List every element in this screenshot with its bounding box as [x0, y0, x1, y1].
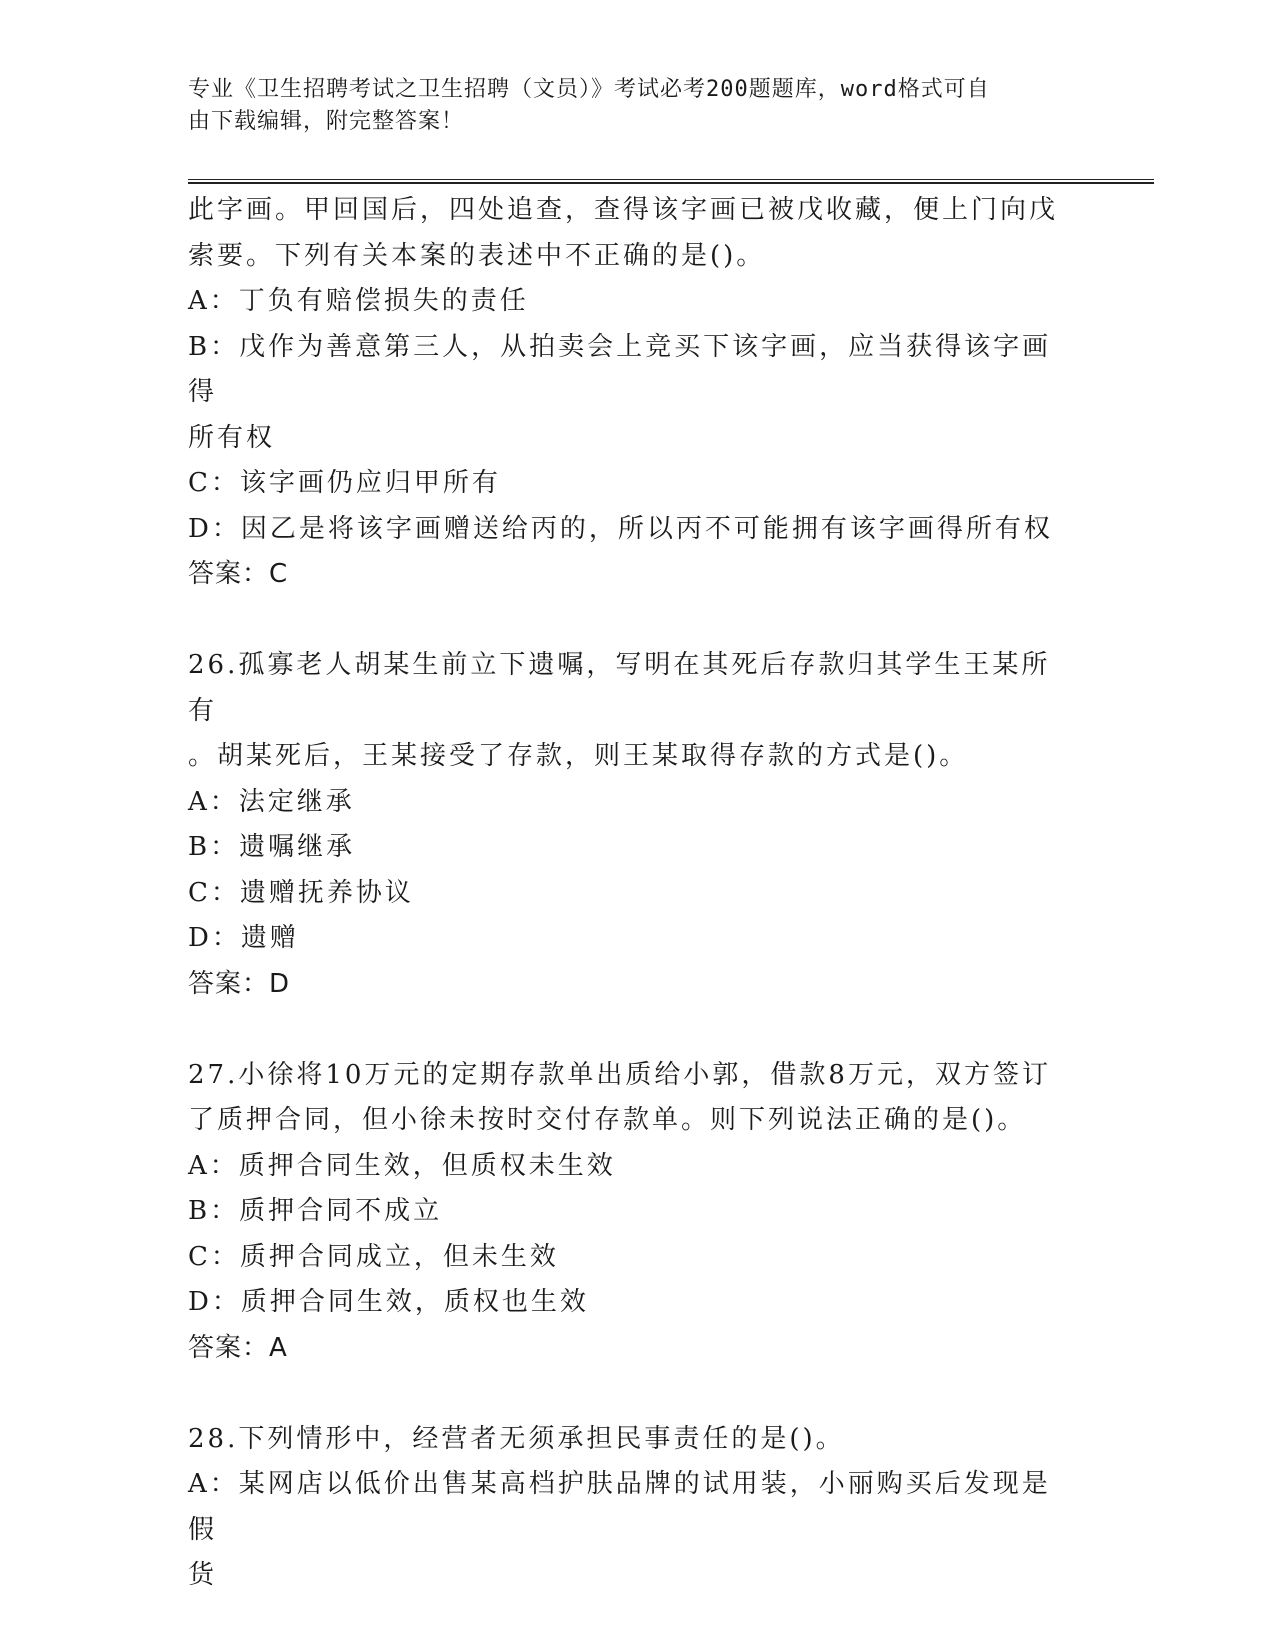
question-stem-line: 28.下列情形中，经营者无须承担民事责任的是()。 — [188, 1423, 845, 1454]
question-stem-line: 26.孤寡老人胡某生前立下遗嘱，写明在其死后存款归其学生王某所有 — [188, 650, 1051, 726]
question-stem-line: 。胡某死后，王某接受了存款，则王某取得存款的方式是()。 — [188, 741, 969, 771]
option-a: A：丁负有赔偿损失的责任 — [188, 286, 529, 316]
question-stem-line: 27.小徐将10万元的定期存款单出质给小郭，借款8万元，双方签订 — [188, 1059, 1051, 1090]
option-a: A：某网店以低价出售某高档护肤品牌的试用装，小丽购买后发现是假 — [188, 1469, 1051, 1545]
header-divider-thin — [188, 179, 1154, 180]
question-stem-line: 了质押合同，但小徐未按时交付存款单。则下列说法正确的是()。 — [188, 1105, 1027, 1135]
option-d: D：遗赠 — [188, 923, 299, 953]
option-c: C：质押合同成立，但未生效 — [188, 1241, 559, 1272]
spacer — [188, 1007, 1068, 1053]
option-d: D：因乙是将该字画赠送给丙的，所以丙不可能拥有该字画得所有权 — [188, 513, 1053, 544]
answer-line: 答案：D — [188, 968, 291, 999]
question-27 — [188, 1053, 1068, 1372]
option-a: A：法定继承 — [188, 786, 355, 817]
header-line-2: 由下载编辑，附完整答案！ — [188, 109, 465, 134]
answer-line: 答案：A — [188, 1332, 288, 1363]
spacer — [188, 598, 1068, 644]
question-stem-line: 索要。下列有关本案的表述中不正确的是()。 — [188, 240, 766, 271]
question-26 — [188, 643, 1068, 1007]
option-d: D：质押合同生效，质权也生效 — [188, 1287, 589, 1317]
answer-line: 答案：C — [188, 559, 289, 589]
option-a: A：质押合同生效，但质权未生效 — [188, 1150, 616, 1181]
option-b: B：遗嘱继承 — [188, 832, 356, 862]
header-line-1: 专业《卫生招聘考试之卫生招聘（文员）》考试必考200题题库，word格式可自 — [188, 77, 990, 102]
spacer — [188, 1371, 1068, 1417]
option-c: C：遗赠抚养协议 — [188, 877, 414, 908]
question-content — [188, 188, 1068, 1599]
option-b: B：质押合同不成立 — [188, 1196, 443, 1226]
option-c: C：该字画仍应归甲所有 — [188, 468, 501, 498]
question-stem-line: 此字画。甲回国后，四处追查，查得该字画已被戊收藏，便上门向戊 — [188, 195, 1059, 225]
header-divider-thick — [188, 182, 1154, 184]
question-25-continuation — [188, 188, 1068, 598]
document-header — [188, 74, 1068, 138]
option-a-continued: 货 — [188, 1560, 218, 1590]
question-28 — [188, 1417, 1068, 1599]
option-b-continued: 所有权 — [188, 422, 276, 453]
option-b: B：戊作为善意第三人，从拍卖会上竞买下该字画，应当获得该字画得 — [188, 331, 1052, 407]
